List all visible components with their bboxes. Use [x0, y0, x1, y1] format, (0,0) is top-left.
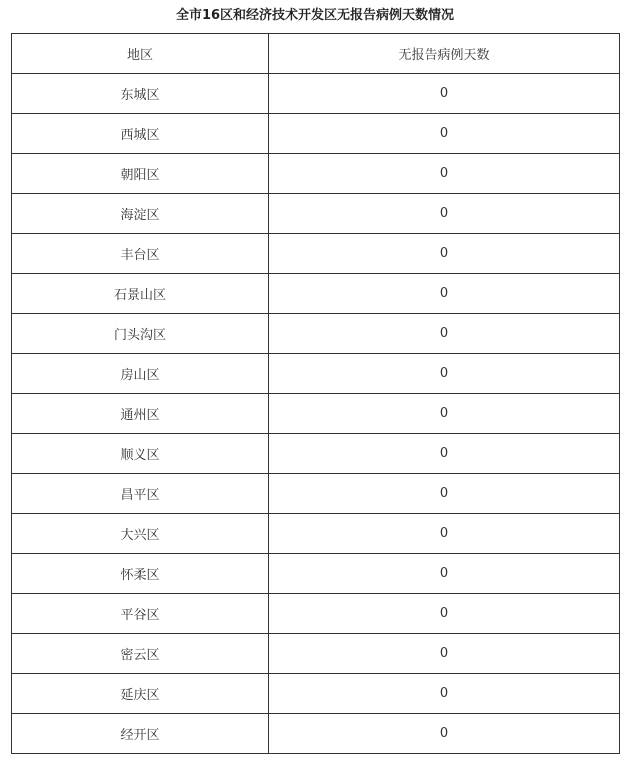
table-row — [12, 714, 620, 754]
table-row — [12, 514, 620, 554]
table-row — [12, 674, 620, 714]
days-cell: 0 — [269, 114, 620, 154]
days-cell: 0 — [269, 714, 620, 754]
days-cell: 0 — [269, 634, 620, 674]
table-row — [12, 74, 620, 114]
district-cell: 延庆区 — [12, 674, 269, 714]
district-cell: 丰台区 — [12, 234, 269, 274]
header-no-case-days: 无报告病例天数 — [269, 34, 620, 74]
days-cell: 0 — [269, 354, 620, 394]
district-cell: 大兴区 — [12, 514, 269, 554]
days-cell: 0 — [269, 194, 620, 234]
table-row — [12, 434, 620, 474]
district-cell: 海淀区 — [12, 194, 269, 234]
days-cell: 0 — [269, 274, 620, 314]
table-row — [12, 154, 620, 194]
table-row — [12, 114, 620, 154]
district-cell: 顺义区 — [12, 434, 269, 474]
district-cell: 朝阳区 — [12, 154, 269, 194]
page-title: 全市16区和经济技术开发区无报告病例天数情况 — [175, 8, 455, 23]
district-cell: 通州区 — [12, 394, 269, 434]
no-case-days-table — [11, 33, 620, 754]
days-cell: 0 — [269, 594, 620, 634]
table-row — [12, 594, 620, 634]
days-cell: 0 — [269, 314, 620, 354]
header-district: 地区 — [12, 34, 269, 74]
table-row — [12, 274, 620, 314]
district-cell: 石景山区 — [12, 274, 269, 314]
days-cell: 0 — [269, 154, 620, 194]
district-cell: 密云区 — [12, 634, 269, 674]
district-cell: 房山区 — [12, 354, 269, 394]
district-cell: 平谷区 — [12, 594, 269, 634]
district-cell: 西城区 — [12, 114, 269, 154]
days-cell: 0 — [269, 674, 620, 714]
days-cell: 0 — [269, 74, 620, 114]
days-cell: 0 — [269, 434, 620, 474]
table-row — [12, 634, 620, 674]
table-row — [12, 234, 620, 274]
district-cell: 东城区 — [12, 74, 269, 114]
table-header-row — [12, 34, 620, 74]
district-cell: 昌平区 — [12, 474, 269, 514]
days-cell: 0 — [269, 234, 620, 274]
table-row — [12, 474, 620, 514]
days-cell: 0 — [269, 514, 620, 554]
table-row — [12, 194, 620, 234]
table-row — [12, 554, 620, 594]
table-row — [12, 394, 620, 434]
days-cell: 0 — [269, 474, 620, 514]
district-cell: 怀柔区 — [12, 554, 269, 594]
district-cell: 门头沟区 — [12, 314, 269, 354]
table-row — [12, 314, 620, 354]
table-row — [12, 354, 620, 394]
days-cell: 0 — [269, 554, 620, 594]
district-cell: 经开区 — [12, 714, 269, 754]
days-cell: 0 — [269, 394, 620, 434]
